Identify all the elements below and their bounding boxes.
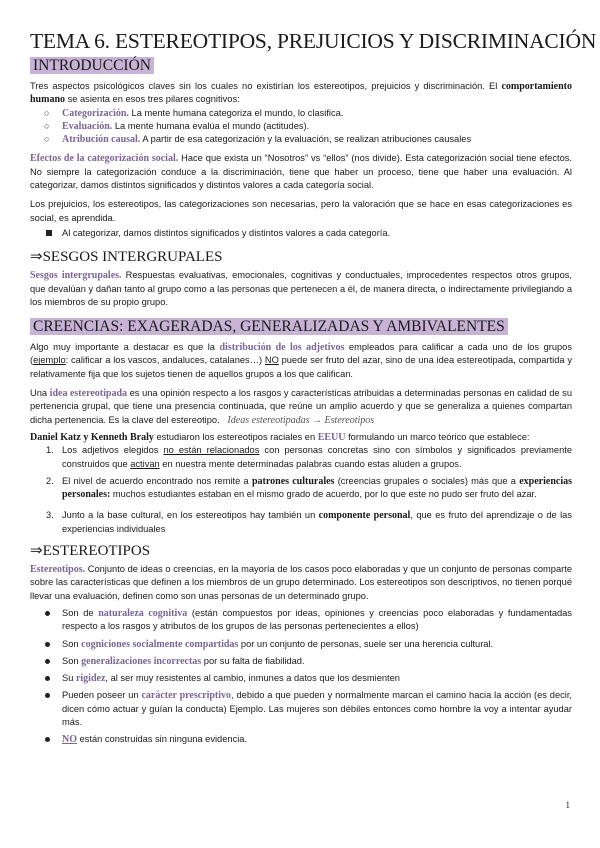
bullet-icon	[45, 642, 50, 647]
estereotipos-paragraph: Estereotipos. Conjunto de ideas o creencias, en la mayoría de los casos poco elaboradas y que un conjunto de personas comparte sobre las características que definen a los miembros de un grupo determinado. Los estereotipos son descriptivos, no tienen porqué llevar una evaluación, definen como son unas personas de un determinado grupo.	[30, 564, 572, 601]
list-item: 2. El nivel de acuerdo encontrado nos remite a patrones culturales (creencias grupales o sociales) más que a experiencias personales: muchos estudiantes estaban en el mismo grado de acuerdo, por lo que este no pudo ser fruto del azar.	[46, 475, 572, 501]
list-item: NO están construidas sin ninguna evidencia.	[30, 733, 572, 746]
square-bullet-icon	[46, 230, 52, 236]
list-item: Son cogniciones socialmente compartidas por un conjunto de personas, suele ser una herencia cultural.	[30, 638, 572, 651]
sesgos-paragraph: Sesgos intergrupales. Respuestas evaluativas, emocionales, cognitivas y conductuales, improcedentes respectos otros grupos, que devalúan y dañan tanto al grupo como a las personas que pertenecen a él, de manera directa, o indirectamente privilegiando a los miembros de su propio grupo.	[30, 270, 573, 307]
square-list	[30, 227, 572, 240]
intro-paragraph-3: Los prejuicios, los estereotipos, las categorizaciones son necesarias, pero la valoración que se hace en esas categorizaciones es social, es aprendida.	[30, 199, 572, 223]
list-item: 1. Los adjetivos elegidos no están relacionados con personas concretas sino con símbolos y significados previamente construidos que activan en nuestra mente determinadas palabras cuando estas aluden a grupos.	[46, 445, 572, 469]
pillars-list	[30, 107, 572, 147]
intro-section	[30, 56, 572, 240]
estereotipos-list	[30, 607, 572, 747]
list-item: Su rigidez, al ser muy resistentes al cambio, inmunes a datos que los desmienten	[30, 672, 572, 685]
bullet-icon	[45, 693, 50, 698]
list-item: ○ Evaluación. La mente humana evalúa el mundo (actitudes).	[44, 120, 310, 132]
estereotipos-section	[30, 542, 572, 747]
bullet-icon	[45, 611, 50, 616]
list-item: Pueden poseer un carácter prescriptivo, debido a que pueden y normalmente marcan el camino hacia la acción (es decir, dicen cómo actuar y guían la conducta) Ejemplo. Las mujeres son débiles entonces como hombre la voy a intentar ayudar más.	[30, 689, 572, 729]
intro-heading: INTRODUCCIÓN	[30, 57, 154, 74]
circle-bullet-icon: ○	[44, 120, 50, 131]
circle-bullet-icon: ○	[44, 134, 50, 145]
bullet-icon	[45, 659, 50, 664]
sesgos-section	[30, 248, 572, 309]
list-item: 3. Junto a la base cultural, en los estereotipos hay también un componente personal, que es fruto del aprendizaje o de las experiencias individuales	[46, 510, 572, 534]
creencias-section	[30, 317, 572, 536]
page-number: 1	[565, 800, 570, 810]
bullet-icon	[45, 676, 50, 681]
list-item: ○ Atribución causal. A partir de esa categorización y la evaluación, se realizan atribuciones causales	[44, 134, 472, 146]
estereotipos-heading: ⇒ESTEREOTIPOS	[30, 543, 151, 560]
document-page	[30, 28, 597, 747]
list-item: ○ Categorización. La mente humana categoriza el mundo, lo clasifica.	[44, 107, 344, 119]
list-item: Al categorizar, damos distintos significados y distintos valores a cada categoría.	[30, 227, 572, 240]
creencias-paragraph-2: Una idea estereotipada es una opinión respecto a los rasgos y características atribuidas a determinadas personas en calidad de su pertenencia grupal, que tiene una presencia continuada, que reúne un amplio acuerdo y que se generaliza a quienes compartan dicha pertenencia. Es la clave del estereotipo. Ideas estereotipadas → Estereotipos	[30, 388, 572, 426]
intro-paragraph-2: Efectos de la categorización social. Hace que exista un “Nosotros” vs “ellos” (nos divide). Esta categorización social tiene efectos. No siempre la categorización conduce a la discriminación, tiene que haber un proceso, tiene que haber una evaluación. Al categorizar, damos distintos significados y distintos valores a cada categoría social.	[30, 153, 572, 191]
bullet-icon	[45, 737, 50, 742]
circle-bullet-icon: ○	[44, 107, 50, 118]
list-item: Son de naturaleza cognitiva (están compuestos por ideas, opiniones y creencias poco elaboradas y fundamentadas respecto a los rasgos y atributos de los grupos de las personas pertenecientes a ellos)	[30, 607, 572, 634]
page-title: TEMA 6. ESTEREOTIPOS, PREJUICIOS Y DISCRIMINACIÓN	[30, 29, 597, 53]
katz-braly-list	[30, 444, 572, 536]
sesgos-heading: ⇒SESGOS INTERGRUPALES	[30, 249, 223, 266]
creencias-paragraph-3: Daniel Katz y Kenneth Braly estudiaron los estereotipos raciales en EEUU formulando un marco teórico que establece:	[30, 431, 530, 443]
creencias-heading: CREENCIAS: EXAGERADAS, GENERALIZADAS Y AMBIVALENTES	[30, 318, 508, 335]
intro-paragraph-1: Tres aspectos psicológicos claves sin los cuales no existirían los estereotipos, prejuicios y discriminación. El comportamiento humano se asienta en esos tres pilares cognitivos:	[30, 81, 572, 106]
list-item: Son generalizaciones incorrectas por su falta de fiabilidad.	[30, 655, 572, 668]
creencias-paragraph-1: Algo muy importante a destacar es que la distribución de los adjetivos empleados para calificar a cada uno de los grupos (ejemplo: calificar a los vascos, andaluces, catalanes…) NO puede ser fruto del azar, sino de una idea estereotipada, compartida y relativamente fija que los sujetos tienen de aquellos grupos a los que califican.	[30, 342, 573, 379]
